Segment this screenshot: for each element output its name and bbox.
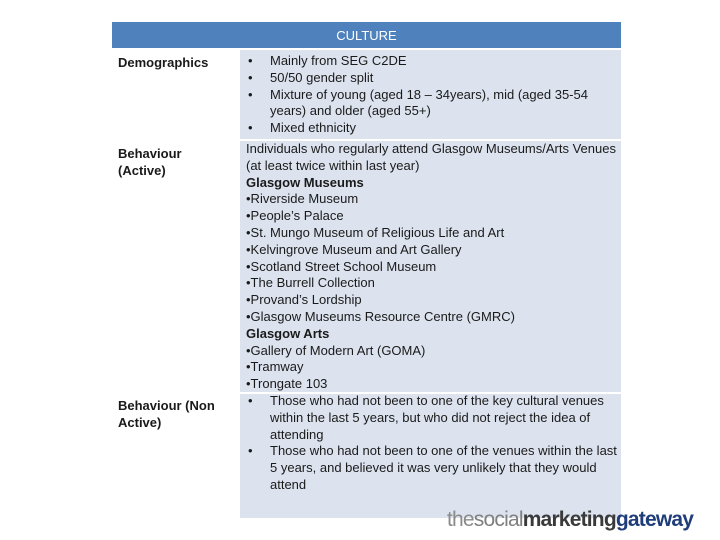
- list-item: •Provand’s Lordship: [246, 292, 362, 308]
- active-intro: Individuals who regularly attend Glasgow Museums/Arts Venues (at least twice within last year): [246, 141, 616, 173]
- list-item: • Those who had not been to one of the key cultural venues within the last 5 years, but who did not reject the idea of attending: [248, 393, 604, 442]
- list-item: • Mainly from SEG C2DE: [248, 53, 407, 68]
- list-item: •Glasgow Museums Resource Centre (GMRC): [246, 308, 515, 324]
- behaviour-active-content: [246, 141, 618, 393]
- behaviour-nonactive-list: [246, 393, 618, 494]
- glasgow-museums-heading: Glasgow Museums: [246, 174, 364, 190]
- table-header: [112, 22, 621, 48]
- list-item: •Scotland Street School Museum: [246, 258, 437, 274]
- list-item: •Tramway: [246, 359, 304, 375]
- social-marketing-gateway-logo: thesocialmarketinggateway: [447, 508, 694, 531]
- list-item: • 50/50 gender split: [248, 69, 374, 85]
- list-item: • Those who had not been to one of the venues within the last 5 years, and believed it was very unlikely that they would attend: [248, 443, 617, 492]
- list-item: •Gallery of Modern Art (GOMA): [246, 342, 426, 358]
- list-item: •Trongate 103: [246, 376, 328, 392]
- list-item: •St. Mungo Museum of Religious Life and Art: [246, 224, 505, 240]
- table-header-title: CULTURE: [336, 27, 397, 43]
- list-item: •Riverside Museum: [246, 191, 359, 207]
- list-item: •The Burrell Collection: [246, 275, 375, 291]
- behaviour-active-label: Behaviour (Active): [118, 146, 182, 178]
- glasgow-arts-heading: Glasgow Arts: [246, 325, 330, 341]
- list-item: • Mixed ethnicity: [248, 120, 356, 136]
- demographics-label: Demographics: [118, 55, 209, 70]
- demographics-list: [246, 53, 618, 137]
- behaviour-nonactive-label: Behaviour (Non Active): [118, 398, 215, 430]
- list-item: •Kelvingrove Museum and Art Gallery: [246, 241, 462, 257]
- list-item: • Mixture of young (aged 18 – 34years), mid (aged 35-54 years) and older (aged 55+): [248, 86, 588, 119]
- list-item: •People’s Palace: [246, 208, 344, 224]
